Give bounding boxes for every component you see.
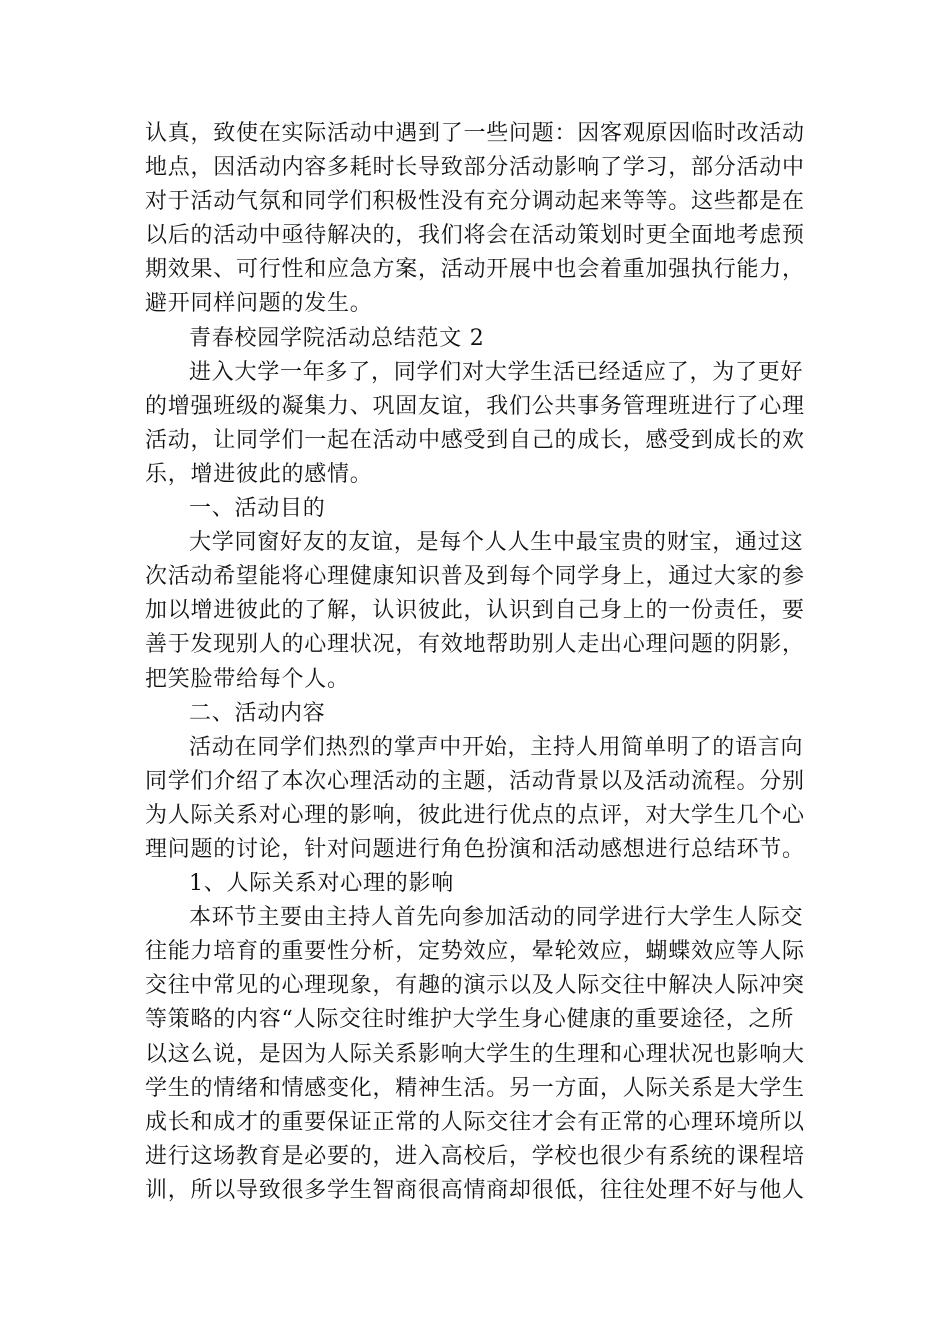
text-line: 次活动希望能将心理健康知识普及到每个同学身上，通过大家的参 — [145, 564, 805, 590]
text-line: 期效果、可行性和应急方案，活动开展中也会着重加强执行能力， — [145, 257, 805, 283]
text-line: 以这么说，是因为人际关系影响大学生的生理和心理状况也影响大 — [145, 1041, 805, 1067]
text-line: 交往中常见的心理现象，有趣的演示以及人际交往中解决人际冲突 — [145, 973, 805, 999]
text-line: 活动，让同学们一起在活动中感受到自己的成长，感受到成长的欢 — [145, 427, 805, 453]
text-line: 对于活动气氛和同学们积极性没有充分调动起来等等。这些都是在 — [145, 189, 805, 215]
text-line: 避开同样问题的发生。 — [145, 291, 373, 317]
text-line: 等策略的内容“人际交往时维护大学生身心健康的重要途径，之所 — [145, 1007, 794, 1033]
text-line: 本环节主要由主持人首先向参加活动的同学进行大学生人际交 — [189, 905, 804, 931]
text-line: 为人际关系对心理的影响，彼此进行优点的点评，对大学生几个心 — [145, 802, 805, 828]
text-line: 善于发现别人的心理状况，有效地帮助别人走出心理问题的阴影， — [145, 632, 805, 658]
document-body — [145, 117, 809, 1208]
text-line: 认真，致使在实际活动中遇到了一些问题：因客观原因临时改活动 — [145, 121, 805, 146]
text-line: 活动在同学们热烈的掌声中开始，主持人用简单明了的语言向 — [189, 734, 804, 760]
text-line: 二、活动内容 — [189, 700, 326, 726]
text-line: 青春校园学院活动总结范文 2 — [189, 325, 485, 351]
text-line: 大学同窗好友的友谊，是每个人人生中最宝贵的财宝，通过这 — [189, 530, 804, 556]
text-line: 的增强班级的凝集力、巩固友谊，我们公共事务管理班进行了心理 — [145, 393, 805, 419]
text-line: 学生的情绪和情感变化，精神生活。另一方面，人际关系是大学生 — [145, 1075, 805, 1101]
text-line: 往能力培育的重要性分析，定势效应，晕轮效应，蝴蝶效应等人际 — [145, 939, 805, 965]
text-line: 以后的活动中亟待解决的，我们将会在活动策划时更全面地考虑预 — [145, 223, 805, 249]
text-line: 乐，增进彼此的感情。 — [145, 461, 373, 487]
text-line: 地点，因活动内容多耗时长导致部分活动影响了学习，部分活动中 — [145, 155, 805, 181]
text-line: 加以增进彼此的了解，认识彼此，认识到自己身上的一份责任，要 — [145, 598, 805, 624]
text-line: 一、活动目的 — [189, 496, 326, 522]
text-line: 把笑脸带给每个人。 — [145, 666, 350, 692]
text-line: 进行这场教育是必要的，进入高校后，学校也很少有系统的课程培 — [145, 1143, 805, 1169]
text-line: 进入大学一年多了，同学们对大学生活已经适应了，为了更好 — [189, 359, 804, 385]
text-line: 理问题的讨论，针对问题进行角色扮演和活动感想进行总结环节。 — [145, 836, 805, 862]
text-line: 成长和成才的重要保证正常的人际交往才会有正常的心理环境所以 — [145, 1109, 805, 1135]
text-line: 1、人际关系对心理的影响 — [189, 871, 454, 897]
text-line: 同学们介绍了本次心理活动的主题，活动背景以及活动流程。分别 — [145, 768, 805, 794]
text-line: 训，所以导致很多学生智商很高情商却很低，往往处理不好与他人 — [145, 1177, 805, 1203]
